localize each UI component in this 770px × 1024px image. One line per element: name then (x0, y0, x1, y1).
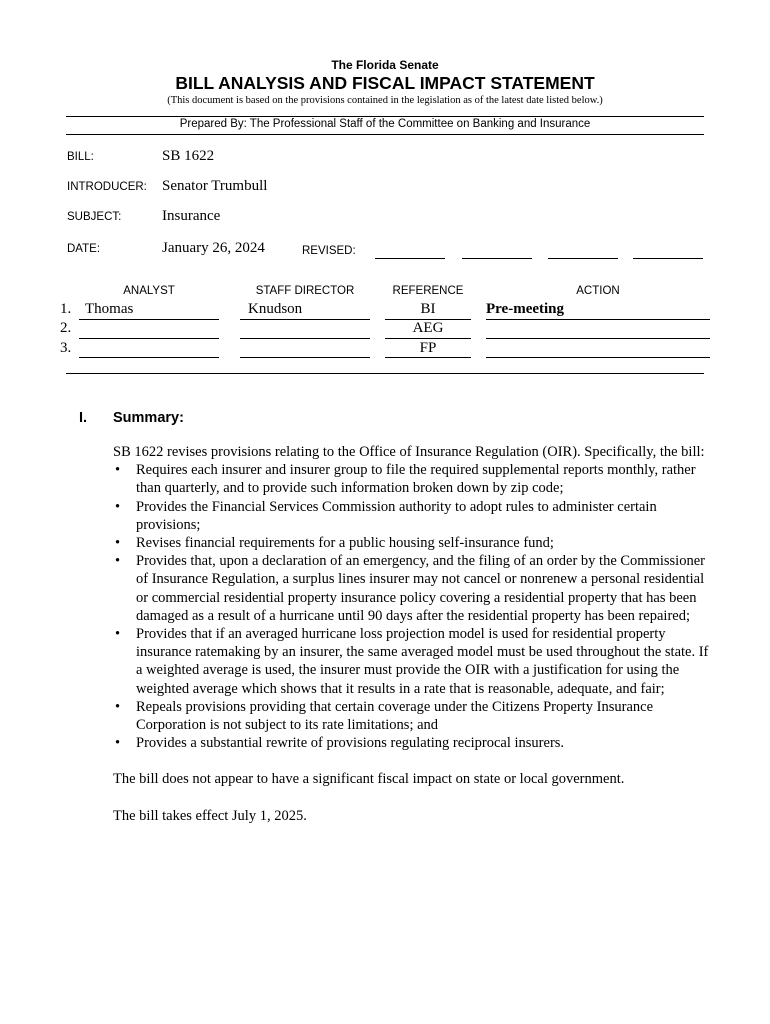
revised-blank-3 (548, 258, 618, 259)
date-label: DATE: (67, 243, 101, 255)
analyst-cell: Thomas (85, 301, 134, 317)
list-item: • Provides that if an averaged hurricane loss projection model is used for residential property insurance ratemaking by an insurer, the same averaged model must be used throughout the state. If a weighted average is used, the insurer must provide the OIR with a justification for using the weighted average which shows that it results in a rate that is reasonable, adequate, and fair; (113, 625, 713, 698)
section-heading: Summary: (113, 410, 184, 426)
document-title: BILL ANALYSIS AND FISCAL IMPACT STATEMENT (175, 73, 595, 93)
introducer-value: Senator Trumbull (162, 178, 268, 194)
revised-label: REVISED: (302, 245, 356, 257)
bill-value: SB 1622 (162, 148, 215, 164)
reference-line (385, 357, 471, 358)
director-line (240, 357, 370, 358)
subject-value: Insurance (162, 208, 221, 224)
effective-date-statement: The bill takes effect July 1, 2025. (113, 807, 307, 824)
summary-bullet-list (113, 461, 713, 752)
row-number: 3. (60, 340, 72, 356)
revised-blank-4 (633, 258, 703, 259)
fiscal-statement: The bill does not appear to have a significant fiscal impact on state or local government. (113, 771, 625, 788)
row-number: 2. (60, 320, 72, 336)
revised-blank-1 (375, 258, 445, 259)
section-numeral: I. (79, 410, 88, 426)
analyst-line (79, 319, 219, 320)
director-line (240, 319, 370, 320)
action-line (486, 357, 710, 358)
date-value: January 26, 2024 (162, 240, 265, 256)
introducer-label: INTRODUCER: (67, 181, 147, 193)
reference-cell: FP (419, 340, 437, 356)
header-action: ACTION (576, 285, 620, 297)
row-number: 1. (60, 301, 72, 317)
reference-line (385, 338, 471, 339)
analyst-line (79, 338, 219, 339)
divider-top (66, 116, 704, 117)
header-staff-director: STAFF DIRECTOR (255, 285, 355, 297)
summary-body (113, 443, 713, 825)
reference-cell: AEG (412, 320, 444, 336)
divider-table (66, 373, 704, 374)
director-line (240, 338, 370, 339)
prepared-by: Prepared By: The Professional Staff of the Committee on Banking and Insurance (179, 118, 591, 130)
action-cell: Pre-meeting (486, 301, 565, 317)
action-line (486, 338, 710, 339)
action-line (486, 319, 710, 320)
director-cell: Knudson (248, 301, 303, 317)
bill-label: BILL: (67, 151, 94, 163)
header-analyst: ANALYST (123, 285, 175, 297)
list-item: • Provides that, upon a declaration of an emergency, and the filing of an order by the Commissioner of Insurance Regulation, a surplus lines insurer may not cancel or nonrenew a personal residential or commercial residential property insurance policy covering a residential property that has been damaged as a result of a hurricane until 90 days after the residential property has been repaired; (113, 552, 713, 625)
reference-cell: BI (420, 301, 436, 317)
document-note: (This document is based on the provisions contained in the legislation as of the latest date listed below.) (167, 95, 603, 106)
list-item: • Requires each insurer and insurer group to file the required supplemental reports monthly, rather than quarterly, and to provide such information broken down by zip code; (113, 461, 713, 497)
summary-intro: SB 1622 revises provisions relating to the Office of Insurance Regulation (OIR). Specifically, the bill: (113, 444, 705, 460)
revised-blank-2 (462, 258, 532, 259)
divider-prepared (66, 134, 704, 135)
analyst-line (79, 357, 219, 358)
list-item: • Repeals provisions providing that certain coverage under the Citizens Property Insurance Corporation is not subject to its rate limitations; and (113, 698, 713, 734)
list-item: • Provides a substantial rewrite of provisions regulating reciprocal insurers. (113, 734, 713, 752)
list-item: • Revises financial requirements for a public housing self-insurance fund; (113, 534, 713, 552)
list-item: • Provides the Financial Services Commission authority to adopt rules to administer certain provisions; (113, 498, 713, 534)
subject-label: SUBJECT: (67, 211, 122, 223)
org-name: The Florida Senate (331, 58, 439, 72)
header-reference: REFERENCE (392, 285, 464, 297)
